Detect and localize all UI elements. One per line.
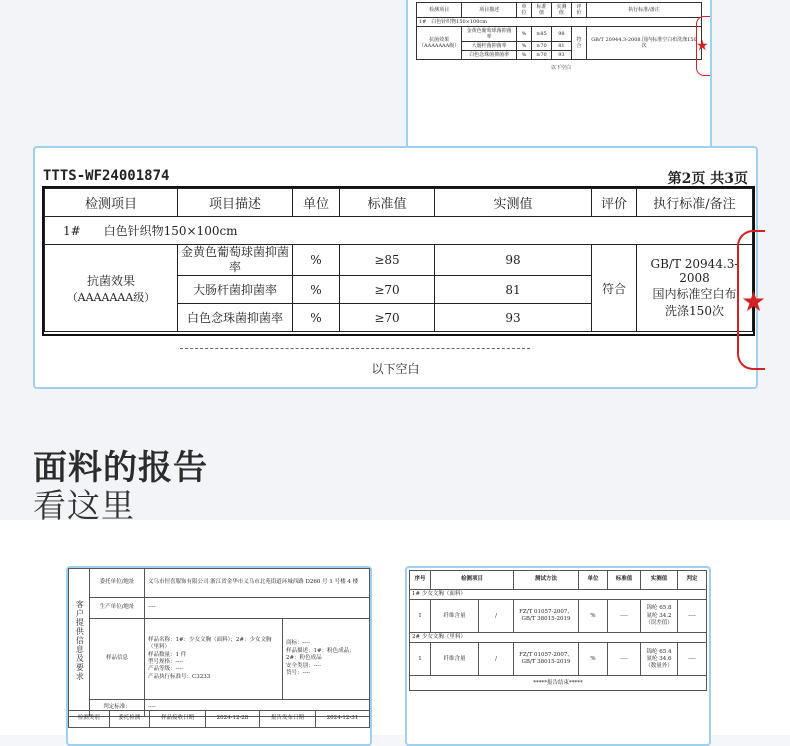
- mini-group-cell: [417, 27, 462, 60]
- remark-line: GB/T 20944.3-2008: [650, 257, 739, 285]
- mini-verdict: 符合: [571, 27, 586, 60]
- row-val: 98: [435, 245, 592, 276]
- col-header-verdict: 评价: [592, 189, 637, 217]
- report-code: TTTS-WF24001874: [43, 168, 170, 184]
- results-item: 纤维含量: [431, 600, 479, 633]
- report-preview-top: [406, 0, 712, 154]
- results-col-header: 测试方法: [514, 571, 579, 590]
- results-no: 1: [410, 643, 431, 676]
- side-label-cell: [69, 569, 90, 717]
- col-header-val: 实测值: [435, 189, 592, 217]
- sample-line: 样品数量：1 件: [148, 651, 187, 658]
- blank-note: 以下空白: [371, 362, 420, 376]
- row-desc: 金黄色葡萄球菌抑菌率: [178, 245, 293, 276]
- mini-col-header: 实测值: [551, 3, 571, 18]
- mini-std: ≥85: [531, 27, 551, 42]
- mini-col-header: 项目描述: [462, 3, 517, 18]
- results-col-header: 实测值: [641, 571, 678, 590]
- mini-col-header: 检测项目: [417, 3, 462, 18]
- info-label: 生产单位/地址: [90, 598, 145, 619]
- sample-line: 货号：----: [286, 670, 310, 677]
- seal-star-icon: ★: [696, 38, 709, 54]
- mini-group-sub: （AAAAAAA级）: [419, 43, 460, 49]
- sample-line: 商标：----: [286, 640, 310, 647]
- results-method: FZ/T 01057-2007、GB/T 38015-2019: [514, 600, 579, 633]
- results-blank: /: [479, 600, 514, 633]
- group-title: 1# 少女文胸（面料）: [410, 590, 707, 600]
- fabric-report-info: [66, 566, 372, 746]
- headline-title: 面料的报告: [33, 448, 208, 488]
- footer-cell: 报告发布日期: [260, 711, 316, 728]
- mini-desc: 金黄色葡萄球菌抑菌率: [462, 27, 517, 42]
- results-val: 锦纶 65.4 氨纶 34.6 （数量外）: [641, 643, 678, 676]
- judge-label: 判定标准：: [90, 700, 145, 717]
- mini-val: 93: [551, 51, 571, 60]
- results-no: 1: [410, 600, 431, 633]
- mini-desc: 大肠杆菌抑菌率: [462, 42, 517, 51]
- info-value: 义乌市恒喜服饰有限公司 浙江省金华市义乌市北苑街道环城西路 D260 号 1 号楼 4 楼: [145, 569, 370, 598]
- end-note: *****报告结束*****: [410, 676, 707, 691]
- mini-unit: %: [516, 51, 531, 60]
- mini-report-table: [416, 2, 702, 60]
- fabric-report-results: [405, 566, 711, 746]
- report-table: [44, 188, 753, 332]
- sample-row: [45, 217, 753, 245]
- row-val: 81: [435, 276, 592, 304]
- results-unit: %: [579, 600, 608, 633]
- sample-info-right: [283, 619, 370, 700]
- results-table: [409, 570, 707, 691]
- col-header-item: 检测项目: [45, 189, 178, 217]
- col-header-std: 标准值: [340, 189, 435, 217]
- mini-sample-row: 1# 白色针织物150×100cm: [417, 18, 702, 27]
- results-col-header: 判定: [678, 571, 707, 590]
- row-unit: %: [293, 276, 340, 304]
- results-item: 纤维含量: [431, 643, 479, 676]
- footer-table: [68, 710, 370, 728]
- footer-cell: 委托检测: [109, 711, 150, 728]
- dashed-divider: [180, 348, 530, 349]
- results-judge: ----: [678, 600, 707, 633]
- footer-cell: 检测类别: [69, 711, 110, 728]
- row-unit: %: [293, 245, 340, 276]
- sample-no: 1#: [63, 224, 81, 238]
- results-col-header: 序号: [410, 571, 431, 590]
- side-label: 客户提供信息及要求: [75, 600, 85, 682]
- info-value: ----: [145, 598, 370, 619]
- mini-val: 81: [551, 42, 571, 51]
- mini-col-header: 单位: [516, 3, 531, 18]
- seal-star-icon: ★: [741, 285, 767, 318]
- row-desc: 白色念珠菌抑菌率: [178, 304, 293, 332]
- mini-unit: %: [516, 27, 531, 42]
- footer-cell: 2024-12-31: [315, 711, 369, 728]
- results-std: ----: [608, 643, 641, 676]
- seal-stamp: [735, 230, 767, 370]
- footer-cell: 样品接收日期: [150, 711, 206, 728]
- headline-subtitle: 看这里: [33, 486, 135, 525]
- group-name: 抗菌效果: [86, 273, 135, 288]
- verdict-cell: 符合: [592, 245, 637, 332]
- mini-remark: GB/T 20944.3-2008 国内标准空白布洗涤150次: [586, 27, 701, 60]
- results-val: 锦纶 65.8 氨纶 34.2 （误差值）: [641, 600, 678, 633]
- col-header-desc: 项目描述: [178, 189, 293, 217]
- mini-sample-desc: 白色针织物150×100cm: [431, 19, 487, 25]
- client-info-table: [68, 568, 370, 717]
- mini-group-name: 抗菌效果: [429, 37, 450, 43]
- report-table-frame: [42, 186, 755, 336]
- results-unit: %: [579, 643, 608, 676]
- results-blank: /: [479, 643, 514, 676]
- group-cell: [45, 245, 178, 332]
- sample-line: 样品描述：1#：粉色成品；2#：粉色成品: [286, 647, 355, 662]
- mini-col-header: 执行标准/备注: [586, 3, 701, 18]
- sample-line: 型号规格：----: [148, 659, 183, 665]
- group-grade: （AAAAAAA级）: [66, 290, 156, 304]
- mini-std: ≥70: [531, 42, 551, 51]
- remark-line: 洗涤150次: [665, 304, 724, 318]
- results-col-header: 标准值: [608, 571, 641, 590]
- results-judge: ----: [678, 643, 707, 676]
- report-header: [43, 168, 748, 186]
- mini-std: ≥70: [531, 51, 551, 60]
- row-std: ≥70: [340, 276, 435, 304]
- row-desc: 大肠杆菌抑菌率: [178, 276, 293, 304]
- sample-line: 产品执行标准号：C3233: [148, 673, 211, 680]
- mini-desc: 白色念珠菌抑菌率: [462, 51, 517, 60]
- sample-line: 产品等级：----: [148, 666, 183, 673]
- info-label: 委托单位/地址: [90, 569, 145, 598]
- footer-cell: 2024-12-28: [205, 711, 259, 728]
- mini-unit: %: [516, 42, 531, 51]
- remark-line: 国内标准空白布: [652, 287, 737, 301]
- mini-blank-note: 以下空白: [550, 65, 571, 71]
- mini-col-header: 标准值: [531, 3, 551, 18]
- group-title: 2# 少女文胸（里料）: [410, 633, 707, 643]
- sample-info-label: 样品信息: [90, 619, 145, 700]
- results-col-header: 单位: [579, 571, 608, 590]
- sample-desc: 白色针织物150×100cm: [103, 224, 238, 238]
- results-col-header: 检测项目: [431, 571, 514, 590]
- row-std: ≥70: [340, 304, 435, 332]
- results-method: FZ/T 01057-2007、GB/T 38015-2019: [514, 643, 579, 676]
- mini-col-header: 评价: [571, 3, 586, 18]
- sample-info-left: [145, 619, 283, 700]
- mini-val: 98: [551, 27, 571, 42]
- sample-line: 安全类别：----: [286, 662, 321, 669]
- row-val: 93: [435, 304, 592, 332]
- col-header-unit: 单位: [293, 189, 340, 217]
- judge-value: ----: [145, 700, 370, 717]
- sample-line: 样品名称：1#：少女文胸（面料）；2#：少女文胸（里料）: [148, 636, 272, 651]
- page-info: 第2页 共3页: [667, 171, 748, 187]
- report-card-main: [33, 146, 767, 389]
- results-std: ----: [608, 600, 641, 633]
- seal-stamp-small: [694, 16, 710, 76]
- row-std: ≥85: [340, 245, 435, 276]
- row-unit: %: [293, 304, 340, 332]
- col-header-remark: 执行标准/备注: [637, 189, 753, 217]
